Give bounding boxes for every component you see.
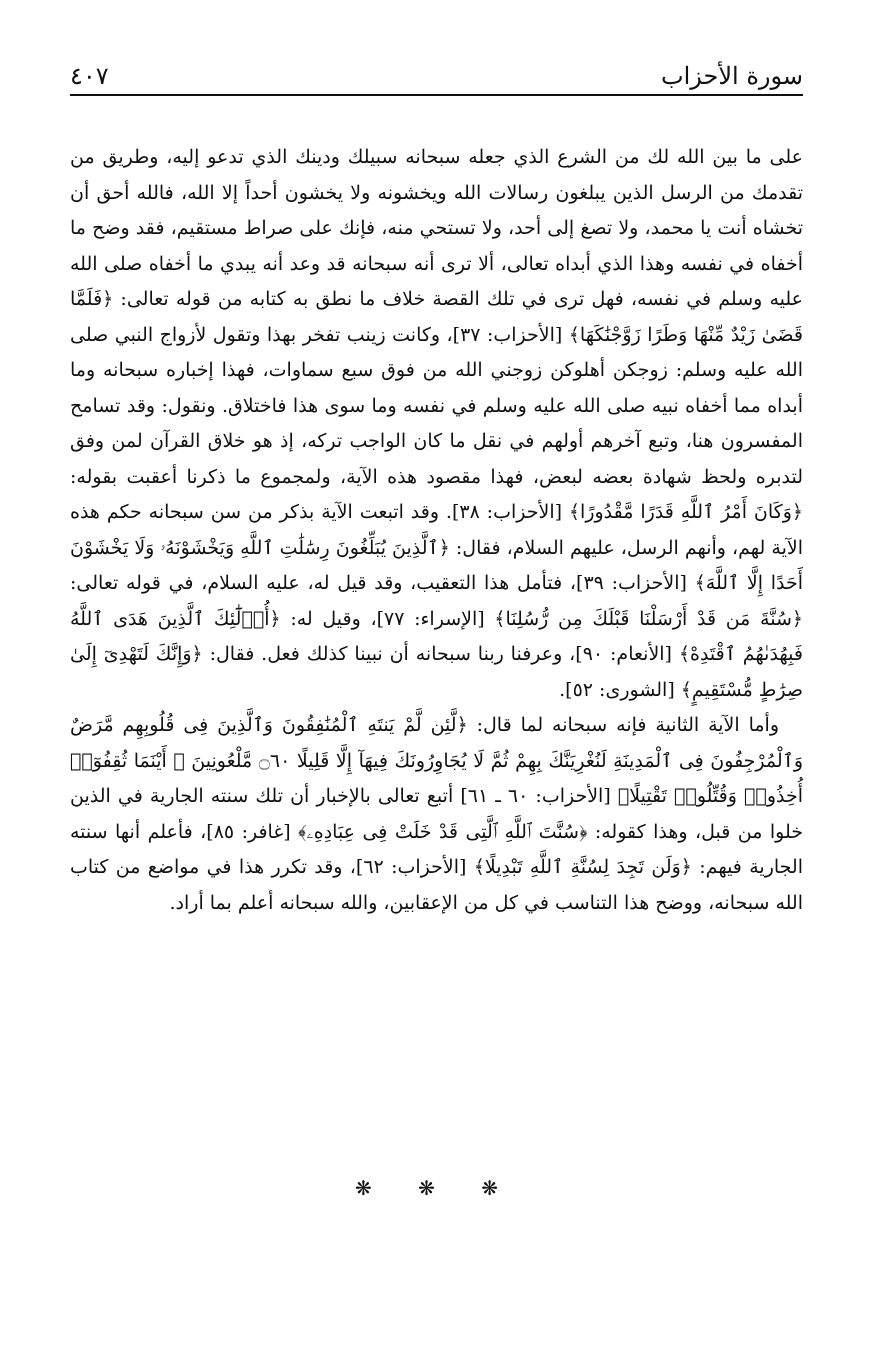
page-body [70,140,803,921]
paragraph-1: على ما بين الله لك من الشرع الذي جعله سبحانه سبيلك ودينك الذي تدعو إليه، وطريق من تقدمك من الرسل الذين يبلغون رسالات الله ويخشونه ولا يخشون أحداً إلا الله، فالله أحق أن تخشاه أنت يا محمد، ولا تصغ إلى أحد، ولا تستحي منه، فإنك على صراط مستقيم، فقد وضح ما أخفاه في نفسه وهذا الذي أبداه تعالى، ألا ترى أنه سبحانه قد وعد أنه يبدي ما أخفاه صلى الله عليه وسلم في نفسه، فهل ترى في تلك القصة خلاف ما نطق به كتابه من قوله تعالى: ﴿فَلَمَّا قَضَىٰ زَيْدٌ مِّنْهَا وَطَرًا زَوَّجْنَٰكَهَا﴾ [الأحزاب: ٣٧]، وكانت زينب تفخر بهذا وتقول لأزواج النبي صلى الله عليه وسلم: زوجكن أهلوكن زوجني الله من فوق سبع سماوات، فهذا إخباره سبحانه وما أبداه مما أخفاه نبيه صلى الله عليه وسلم في نفسه وما سوى هذا فاختلاق. ونقول: وقد تسامح المفسرون هنا، وتبع آخرهم أولهم في نقل ما كان الواجب تركه، إذ هو خلاق القرآن لمن وفق لتدبره ولحظ شهادة بعضه لبعض، فهذا مقصود هذه الآية، ولمجموع ما ذكرنا أعقبت بقوله: ﴿وَكَانَ أَمْرُ ٱللَّهِ قَدَرًا مَّقْدُورًا﴾ [الأحزاب: ٣٨]. وقد اتبعت الآية بذكر من سن سبحانه حكم هذه الآية لهم، وأنهم الرسل، عليهم السلام، فقال: ﴿ٱلَّذِينَ يُبَلِّغُونَ رِسَٰلَٰتِ ٱللَّهِ وَيَخْشَوْنَهُۥ وَلَا يَخْشَوْنَ أَحَدًا إِلَّا ٱللَّهَ﴾ [الأحزاب: ٣٩]، فتأمل هذا التعقيب، وقد قيل له، عليه السلام، في قوله تعالى: ﴿سُنَّةَ مَن قَدْ أَرْسَلْنَا قَبْلَكَ مِن رُّسُلِنَا﴾ [الإسراء: ٧٧]، وقيل له: ﴿أُو۟لَٰٓئِكَ ٱلَّذِينَ هَدَى ٱللَّهُ فَبِهُدَىٰهُمُ ٱقْتَدِهْ﴾ [الأنعام: ٩٠]، وعرفنا ربنا سبحانه أن نبينا كذلك فعل. فقال: ﴿وَإِنَّكَ لَتَهْدِىٓ إِلَىٰ صِرَٰطٍ مُّسْتَقِيمٍ﴾ [الشورى: ٥٢]. [70,146,803,701]
paragraph-2: وأما الآية الثانية فإنه سبحانه لما قال: ﴿لَّئِن لَّمْ يَنتَهِ ٱلْمُنَٰفِقُونَ وَٱلَّذِينَ فِى قُلُوبِهِم مَّرَضٌ وَٱلْمُرْجِفُونَ فِى ٱلْمَدِينَةِ لَنُغْرِيَنَّكَ بِهِمْ ثُمَّ لَا يُجَاوِرُونَكَ فِيهَآ إِلَّا قَلِيلًا ۝٦٠ مَّلْعُونِينَ ۖ أَيْنَمَا ثُقِفُوٓا۟ أُخِذُوا۟ وَقُتِّلُوا۟ تَقْتِيلًا﴾ [الأحزاب: ٦٠ ـ ٦١] أتبع تعالى بالإخبار أن تلك سنته الجارية في الذين خلوا من قبل، وهذا كقوله: ﴿سُنَّتَ ٱللَّهِ ٱلَّتِى قَدْ خَلَتْ فِى عِبَادِهِۦ﴾ [غافر: ٨٥]، فأعلم أنها سنته الجارية فيهم: ﴿وَلَن تَجِدَ لِسُنَّةِ ٱللَّهِ تَبْدِيلًا﴾ [الأحزاب: ٦٢]، وقد تكرر هذا في مواضع من كتاب الله سبحانه، ووضح هذا التناسب في كل من الإعقابين، والله سبحانه أعلم بما أراد. [70,714,803,914]
section-separator: ❋ ❋ ❋ [355,1176,518,1200]
running-title: سورة الأحزاب [661,62,803,90]
page-number: ٤٠٧ [70,62,109,90]
page-header [70,50,803,96]
